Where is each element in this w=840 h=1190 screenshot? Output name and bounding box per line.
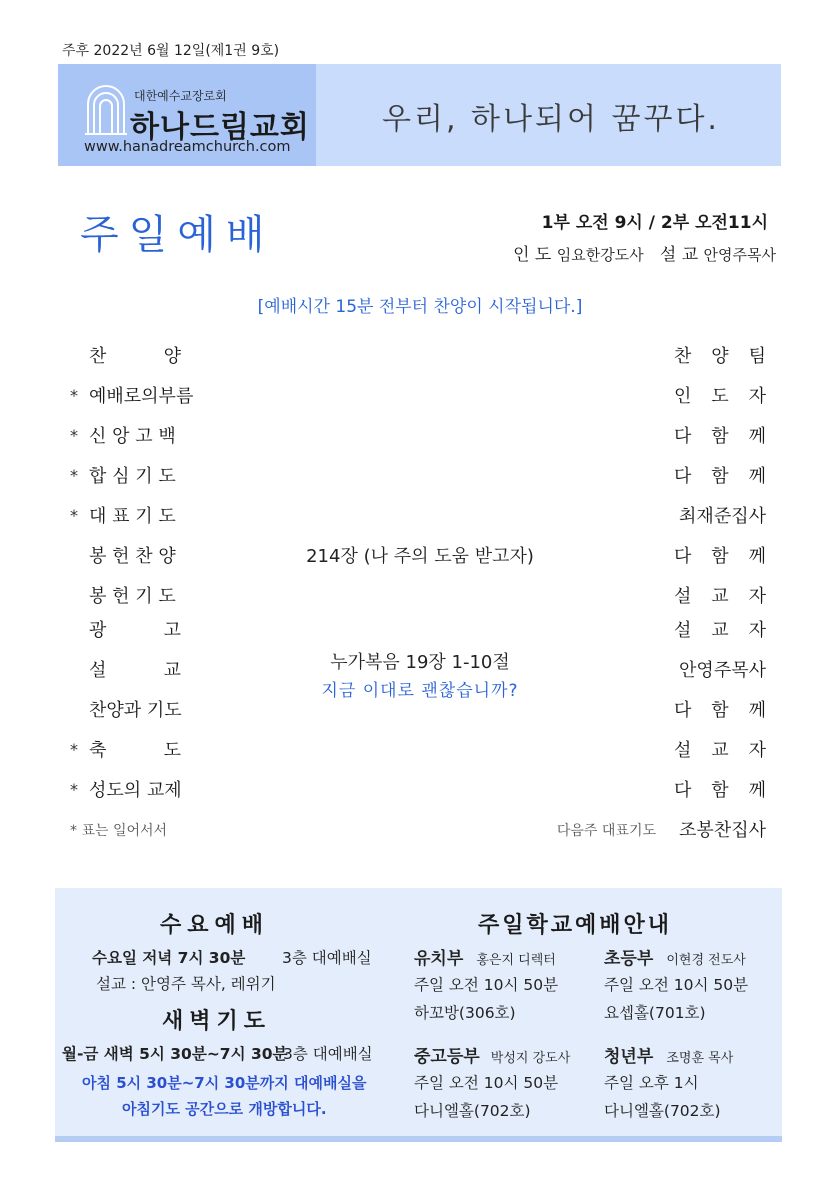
order-item-char: 설 [89,660,107,681]
wednesday-time: 수요일 저녁 7시 30분 [92,949,246,967]
order-item-name: 합 심 기 도 [89,466,176,487]
info-box-bottom-rule [55,1136,782,1142]
order-leader-char: 양 [711,346,729,367]
dept-teacher: 조명훈 목사 [666,1051,734,1066]
order-leader-char: 인 [674,386,692,407]
dept-name: 중고등부 [414,1047,480,1067]
order-leader-char: 설 [674,586,692,607]
order-row [0,582,840,612]
order-leader-char: 함 [711,546,729,567]
dept-room: 다니엘홀(702호) [604,1102,721,1120]
dept-teacher: 홍은지 디렉터 [476,953,556,968]
order-leader-char: 자 [748,740,766,761]
order-item-char: 양 [163,346,181,367]
order-leader-char: 께 [748,700,766,721]
order-leader-char: 께 [748,426,766,447]
dept-room: 하꼬방(306호) [414,1004,516,1022]
dept-young-adults [604,1042,733,1121]
order-item-char: 광 [89,620,107,641]
order-leader-char: 다 [674,466,692,487]
dawn-notice-line1: 아침 5시 30분~7시 30분까지 대예배실을 [82,1074,367,1092]
standing-marker: * [70,780,78,799]
dept-kindergarten [414,944,558,1023]
order-item-leader [674,382,766,408]
order-leader-char: 다 [674,700,692,721]
dept-name: 초등부 [604,949,654,969]
sunday-school-heading: 주일학교예배안내 [478,913,673,938]
dept-time: 주일 오전 10시 50분 [414,976,559,994]
dept-room: 다니엘홀(702호) [414,1102,531,1120]
wednesday-preacher: 설교 : 안영주 목사, 레위기 [96,975,276,993]
dept-time: 주일 오후 1시 [604,1074,699,1092]
slogan: 우리, 하나되어 꿈꾸다. [382,102,720,137]
sermon-title: 지금 이대로 괜찮습니까? [321,681,519,701]
order-item-name: 찬양과 기도 [89,700,182,721]
order-item-leader [674,582,766,608]
order-leader-char: 다 [674,780,692,801]
next-week-name: 조봉찬집사 [679,820,766,841]
order-item-name: 대 표 기 도 [89,506,176,527]
standing-footnote: * 표는 일어서서 [70,823,168,839]
order-row [0,382,840,412]
order-leader-char: 교 [711,586,729,607]
denomination-label: 대한예수교장로회 [134,89,227,103]
dept-teacher: 박성지 강도사 [490,1051,571,1066]
dawn-heading: 새벽기도 [162,1009,272,1034]
dept-name: 청년부 [604,1047,654,1067]
order-item-name: 신 앙 고 백 [89,426,176,447]
order-item-name [89,342,181,368]
leader-label: 인 도 [513,245,552,265]
dept-time: 주일 오전 10시 50분 [414,1074,559,1092]
order-leader-char: 도 [711,386,729,407]
next-week-label: 다음주 대표기도 [556,823,656,839]
order-item-char: 교 [163,660,181,681]
standing-marker: * [70,740,78,759]
order-item-name [89,616,181,642]
standing-marker: * [70,386,78,405]
dawn-time: 월-금 새벽 5시 30분~7시 30분 [62,1045,288,1063]
order-item-char: 찬 [89,346,107,367]
dept-name: 유치부 [414,949,464,969]
order-leader-char: 함 [711,426,729,447]
order-item-char: 축 [89,740,107,761]
dept-teacher: 이현경 전도사 [666,953,746,968]
order-leader-char: 자 [748,386,766,407]
order-item-leader [674,616,766,642]
dawn-notice-line2: 아침기도 공간으로 개방합니다. [122,1100,327,1118]
order-leader-char: 팀 [748,346,766,367]
order-item-leader [674,776,766,802]
order-item-char: 도 [163,740,181,761]
wednesday-place: 3층 대예배실 [282,949,372,967]
order-item-name: 봉 헌 기 도 [89,586,176,607]
service-leaders [513,240,776,265]
order-leader-char: 찬 [674,346,692,367]
order-leader-char: 께 [748,780,766,801]
standing-marker: * [70,426,78,445]
order-row [0,736,840,766]
order-row [0,462,840,492]
dept-time: 주일 오전 10시 50분 [604,976,749,994]
order-leader-char: 다 [674,546,692,567]
order-leader-char: 다 [674,426,692,447]
leader-name: 임요한강도사 [556,246,644,264]
order-leader-char: 자 [748,586,766,607]
order-leader-char: 함 [711,780,729,801]
issue-dateline: 주후 2022년 6월 12일(제1권 9호) [62,43,280,59]
order-item-name: 예배로의부름 [89,386,194,407]
order-item-leader [674,542,766,568]
order-row [0,502,840,532]
order-leader-char: 교 [711,620,729,641]
order-row [0,616,840,646]
preacher-label: 설 교 [659,245,699,265]
order-item-leader [674,696,766,722]
standing-marker: * [70,506,78,525]
dept-youth [414,1042,570,1121]
dept-room: 요셉홀(701호) [604,1004,706,1022]
order-item-char: 고 [163,620,181,641]
order-item-name [89,736,181,762]
order-item-leader [674,736,766,762]
order-item-leader [674,462,766,488]
order-leader-char: 교 [711,740,729,761]
order-item-name: 봉 헌 찬 양 [89,546,176,567]
church-name: 하나드림교회 [130,110,310,145]
order-row [0,422,840,452]
order-leader-char: 설 [674,620,692,641]
preacher-name: 안영주목사 [703,246,776,264]
service-notice: [예배시간 15분 전부터 찬양이 시작됩니다.] [257,297,583,317]
arch-gate-icon [84,78,128,136]
order-item-leader: 최재준집사 [679,506,766,527]
order-row [0,342,840,372]
service-times: 1부 오전 9시 / 2부 오전11시 [541,213,768,233]
offertory-hymn: 214장 (나 주의 도움 받고자) [306,546,534,567]
order-row [0,776,840,806]
order-leader-char: 함 [711,700,729,721]
dawn-place: 3층 대예배실 [283,1045,373,1063]
order-leader-char: 설 [674,740,692,761]
order-leader-char: 함 [711,466,729,487]
order-leader-char: 께 [748,546,766,567]
order-item-leader: 안영주목사 [679,660,766,681]
order-item-name [89,656,181,682]
order-item-leader [674,422,766,448]
church-url[interactable]: www.hanadreamchurch.com [84,139,291,155]
order-leader-char: 께 [748,466,766,487]
standing-marker: * [70,466,78,485]
sermon-scripture: 누가복음 19장 1-10절 [330,652,510,673]
order-item-leader [674,342,766,368]
order-item-name: 성도의 교제 [89,780,182,801]
wednesday-heading: 수요예배 [160,913,270,938]
order-leader-char: 자 [748,620,766,641]
dept-elementary [604,944,748,1023]
service-title: 주일예배 [80,212,275,258]
